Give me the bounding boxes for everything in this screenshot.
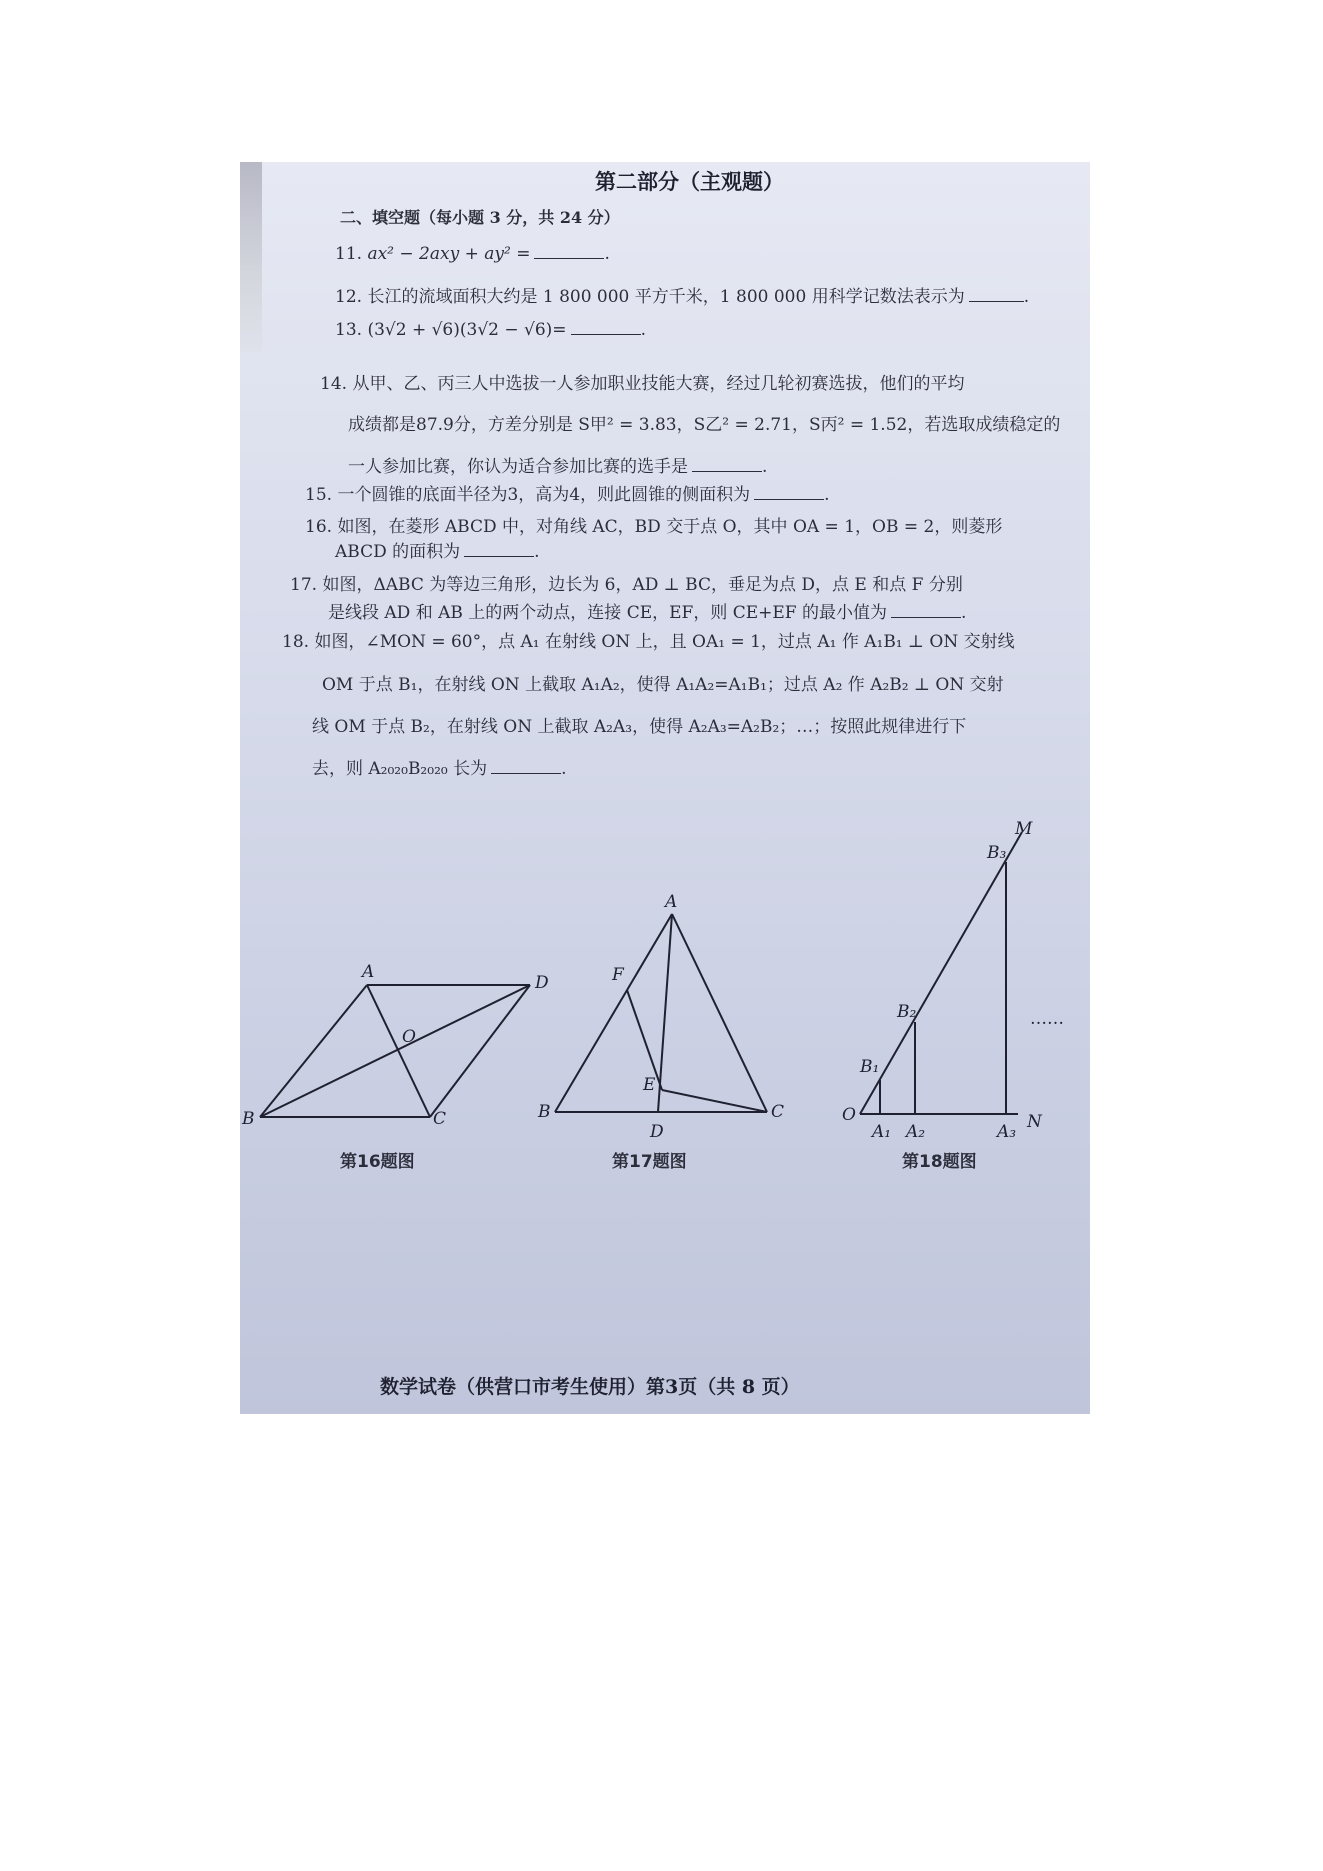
ray-OM: [860, 832, 1022, 1114]
figure-16-rhombus: [240, 162, 1090, 1414]
question-16-line2: ABCD 的面积为 .: [335, 542, 540, 562]
label-C-17: C: [771, 1102, 785, 1122]
label-B2-18: B₂: [897, 1002, 917, 1022]
segment-AB: [260, 985, 367, 1117]
label-B: B: [242, 1109, 255, 1129]
question-17-line2: 是线段 AD 和 AB 上的两个动点，连接 CE，EF，则 CE+EF 的最小值为 .: [328, 603, 967, 623]
caption-figure-16: 第16题图: [340, 1152, 415, 1172]
label-A: A: [362, 962, 375, 982]
caption-figure-18: 第18题图: [902, 1152, 977, 1172]
segment-CD: [430, 985, 530, 1117]
label-N-18: N: [1027, 1112, 1042, 1132]
label-O-18: O: [842, 1105, 856, 1125]
question-12: 12. 长江的流域面积大约是 1 800 000 平方千米，1 800 000 用科学记数法表示为 .: [335, 287, 1030, 307]
question-15: 15. 一个圆锥的底面半径为3，高为4，则此圆锥的侧面积为 .: [305, 485, 830, 505]
continuation-dots: ……: [1030, 1009, 1064, 1029]
label-O: O: [402, 1027, 416, 1047]
section-heading: 二、填空题（每小题 3 分，共 24 分）: [340, 208, 620, 227]
question-13: 13. (3√2 + √6)(3√2 − √6)= .: [335, 320, 646, 340]
label-D-17: D: [650, 1122, 664, 1142]
question-18: 18. 如图，∠MON = 60°，点 A₁ 在射线 ON 上，且 OA₁ = 1，过点 A₁ 作 A₁B₁ ⊥ ON 交射线: [282, 632, 1015, 652]
label-A1-18: A₁: [872, 1122, 892, 1142]
label-A3-18: A₃: [997, 1122, 1017, 1142]
label-C: C: [433, 1109, 447, 1129]
segment-AC-17: [672, 914, 767, 1112]
question-14-line3: 一人参加比赛，你认为适合参加比赛的选手是 .: [348, 457, 768, 477]
label-A-17: A: [665, 892, 678, 912]
exam-page-photo: [240, 162, 1090, 1414]
label-D: D: [535, 973, 549, 993]
question-11: 11. ax² − 2axy + ay² = .: [335, 244, 610, 264]
segment-EC-17: [662, 1090, 767, 1112]
diagonal-AC: [367, 985, 430, 1117]
question-14: 14. 从甲、乙、丙三人中选拔一人参加职业技能大赛，经过几轮初赛选拔，他们的平均: [320, 374, 965, 394]
label-A2-18: A₂: [906, 1122, 926, 1142]
page-footer: 数学试卷（供营口市考生使用）第3页（共 8 页）: [380, 1376, 800, 1398]
question-16: 16. 如图，在菱形 ABCD 中，对角线 AC，BD 交于点 O，其中 OA = 1，OB = 2，则菱形: [305, 517, 1003, 537]
label-B3-18: B₃: [987, 843, 1007, 863]
question-14-line2: 成绩都是87.9分，方差分别是 S甲² = 3.83，S乙² = 2.71，S丙² = 1.52，若选取成绩稳定的: [348, 415, 1061, 435]
diagonal-BD: [260, 985, 530, 1117]
question-18-line3: 线 OM 于点 B₂，在射线 ON 上截取 A₂A₃，使得 A₂A₃=A₂B₂；…；按照此规律进行下: [312, 717, 967, 737]
label-F-17: F: [612, 965, 624, 985]
label-B-17: B: [538, 1102, 551, 1122]
label-M-18: M: [1015, 819, 1033, 839]
caption-figure-17: 第17题图: [612, 1152, 687, 1172]
question-18-line4: 去，则 A₂₀₂₀B₂₀₂₀ 长为 .: [312, 759, 567, 779]
question-17: 17. 如图，ΔABC 为等边三角形，边长为 6，AD ⊥ BC，垂足为点 D，点 E 和点 F 分别: [290, 575, 963, 595]
question-18-line2: OM 于点 B₁，在射线 ON 上截取 A₁A₂，使得 A₁A₂=A₁B₁；过点 A₂ 作 A₂B₂ ⊥ ON 交射: [322, 675, 1004, 695]
part-title: 第二部分（主观题）: [595, 169, 784, 194]
label-E-17: E: [643, 1075, 656, 1095]
label-B1-18: B₁: [860, 1057, 880, 1077]
